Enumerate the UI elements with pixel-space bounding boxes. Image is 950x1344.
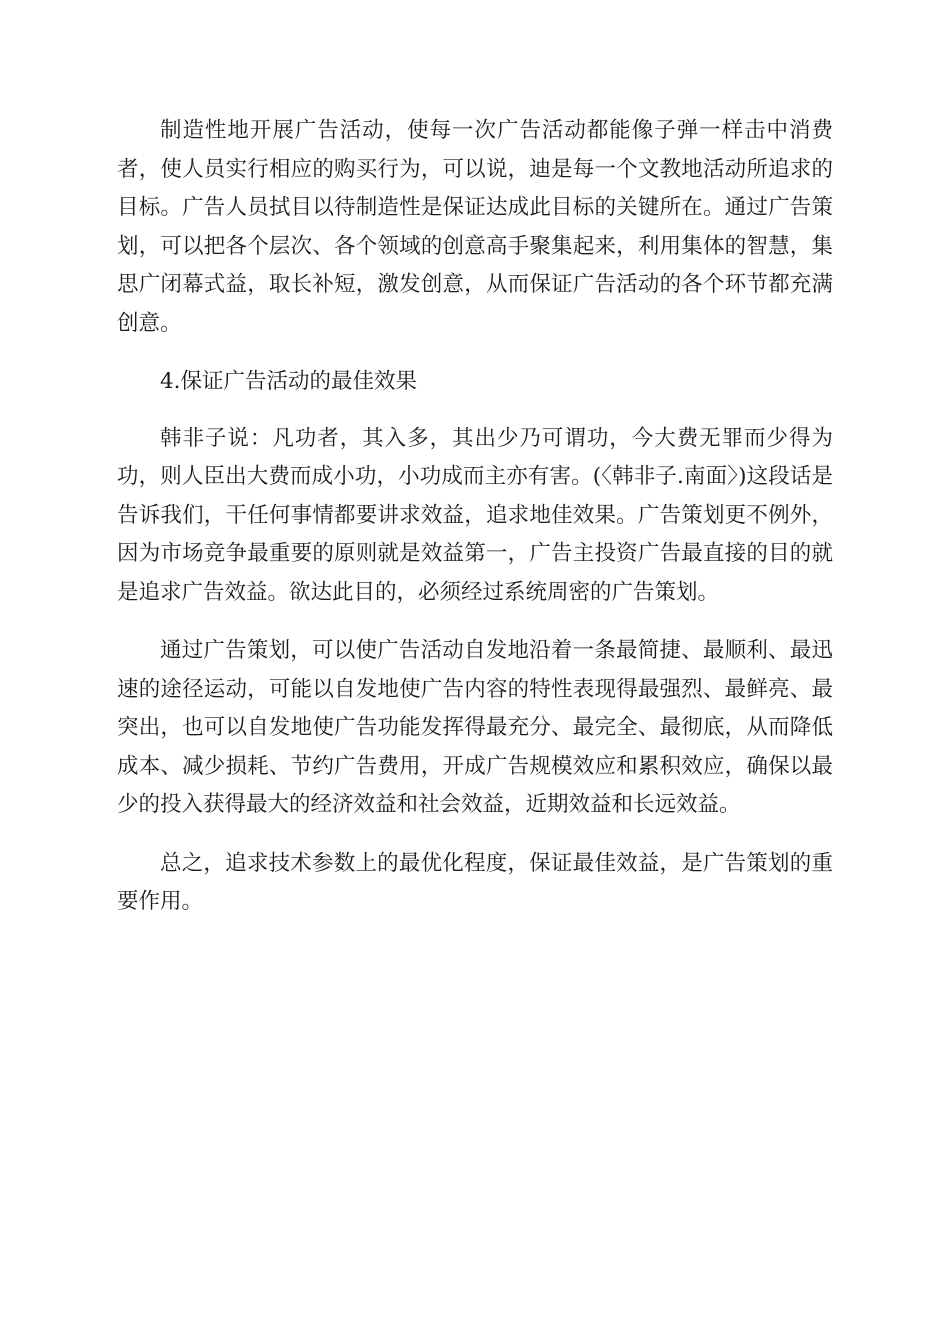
paragraph-creativity: 制造性地开展广告活动，使每一次广告活动都能像子弹一样击中消费者，使人员实行相应的购买行为，可以说，迪是每一个文教地活动所追求的目标。广告人员拭目以待制造性是保证达成此目标的关键所在。通过广告策划，可以把各个层次、各个领域的创意高手聚集起来，利用集体的智慧，集思广闭幕式益，取长补短，激发创意，从而保证广告活动的各个环节都充满创意。 [117, 118, 833, 336]
paragraph-planning-benefits: 通过广告策划，可以使广告活动自发地沿着一条最简捷、最顺利、最迅速的途径运动，可能以自发地使广告内容的特性表现得最强烈、最鲜亮、最突出，也可以自发地使广告功能发挥得最充分、最完全、最彻底，从而降低成本、减少损耗、节约广告费用，开成广告规模效应和累积效应，确保以最少的投入获得最大的经济效益和社会效益，近期效益和长远效益。 [117, 638, 833, 817]
paragraph-hanfeizi: 韩非子说：凡功者，其入多，其出少乃可谓功，今大费无罪而少得为功，则人臣出大费而成小功，小功成而主亦有害。(〈韩非子.南面〉)这段话是告诉我们，干任何事情都要讲求效益，追求地佳效果。广告策划更不例外，因为市场竞争最重要的原则就是效益第一，广告主投资广告最直接的目的就是追求广告效益。欲达此目的，必须经过系统周密的广告策划。 [117, 425, 833, 605]
section-heading: 4.保证广告活动的最佳效果 [160, 369, 418, 394]
document-page [117, 112, 833, 942]
paragraph-summary: 总之，追求技术参数上的最优化程度，保证最佳效益，是广告策划的重要作用。 [117, 850, 833, 914]
